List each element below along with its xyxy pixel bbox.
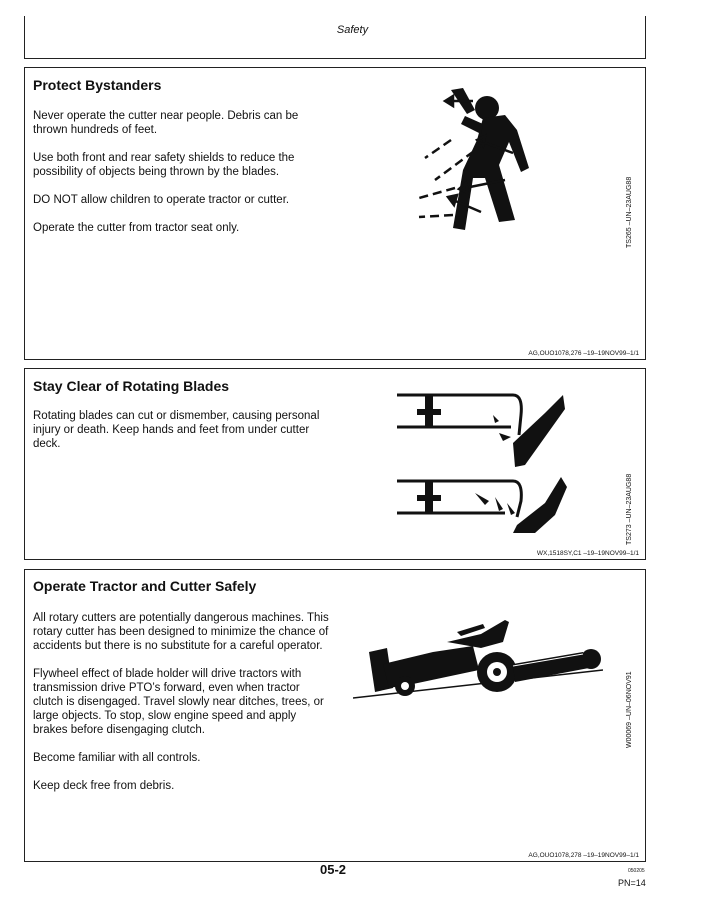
paragraph: Operate the cutter from tractor seat only. <box>33 222 240 234</box>
tractor-cutter-illustration <box>353 612 603 707</box>
section-protect-bystanders <box>24 67 646 360</box>
paragraph <box>33 611 329 653</box>
section-stay-clear-blades <box>24 368 646 560</box>
text-line: injury or death. Keep hands and feet from under cutter <box>33 424 310 436</box>
running-header: Safety <box>336 24 369 36</box>
text-line: possibility of objects being thrown by the blades. <box>33 166 280 178</box>
text-line: accidents but there is no substitute for a careful operator. <box>33 640 323 652</box>
figure-id: W00069 –UN–06NOV91 <box>626 671 633 748</box>
text-line: thrown hundreds of feet. <box>33 124 158 136</box>
text-line: deck. <box>33 438 61 450</box>
figure-id: TS265 –UN–23AUG88 <box>626 176 633 248</box>
pn-label: PN=14 <box>618 878 646 888</box>
rotating-blades-illustration <box>395 385 575 535</box>
figure-id: TS273 –UN–23AUG88 <box>626 473 633 545</box>
section-title: Protect Bystanders <box>33 77 162 93</box>
text-line: clutch is disengaged. Travel slowly near ditches, trees, or <box>33 696 324 708</box>
paragraph <box>33 667 324 737</box>
text-line: large objects. To stop, slow engine speed and apply <box>33 710 297 722</box>
paragraph <box>33 109 298 137</box>
bystander-debris-illustration <box>395 80 565 235</box>
reference-code: AG,OUO1078,276 –19–19NOV99–1/1 <box>528 350 639 357</box>
text-line: Rotating blades can cut or dismember, causing personal <box>33 410 320 422</box>
text-line: Use both front and rear safety shields to reduce the <box>33 152 295 164</box>
paragraph: Keep deck free from debris. <box>33 780 175 792</box>
reference-code: WX,1518SY,C1 –19–19NOV99–1/1 <box>536 550 639 557</box>
section-operate-safely <box>24 569 646 862</box>
text-line: All rotary cutters are potentially dangerous machines. This <box>33 612 329 624</box>
section-title: Stay Clear of Rotating Blades <box>33 378 230 394</box>
section-title: Operate Tractor and Cutter Safely <box>33 578 257 594</box>
text-line: Flywheel effect of blade holder will drive tractors with <box>33 668 302 680</box>
header-frame <box>24 16 646 59</box>
doc-code: 050205 <box>628 868 645 874</box>
paragraph: Become familiar with all controls. <box>33 752 201 764</box>
paragraph <box>33 409 319 451</box>
paragraph <box>33 151 294 179</box>
text-line: Never operate the cutter near people. Debris can be <box>33 110 299 122</box>
text-line: transmission drive PTO’s forward, even when tractor <box>33 682 300 694</box>
text-line: brakes before disengaging clutch. <box>33 724 205 736</box>
text-line: rotary cutter has been designed to minimize the chance of <box>33 626 329 638</box>
paragraph: DO NOT allow children to operate tractor or cutter. <box>33 194 290 206</box>
page-number: 05-2 <box>320 862 347 877</box>
reference-code: AG,OUO1078,278 –19–19NOV99–1/1 <box>528 852 639 859</box>
